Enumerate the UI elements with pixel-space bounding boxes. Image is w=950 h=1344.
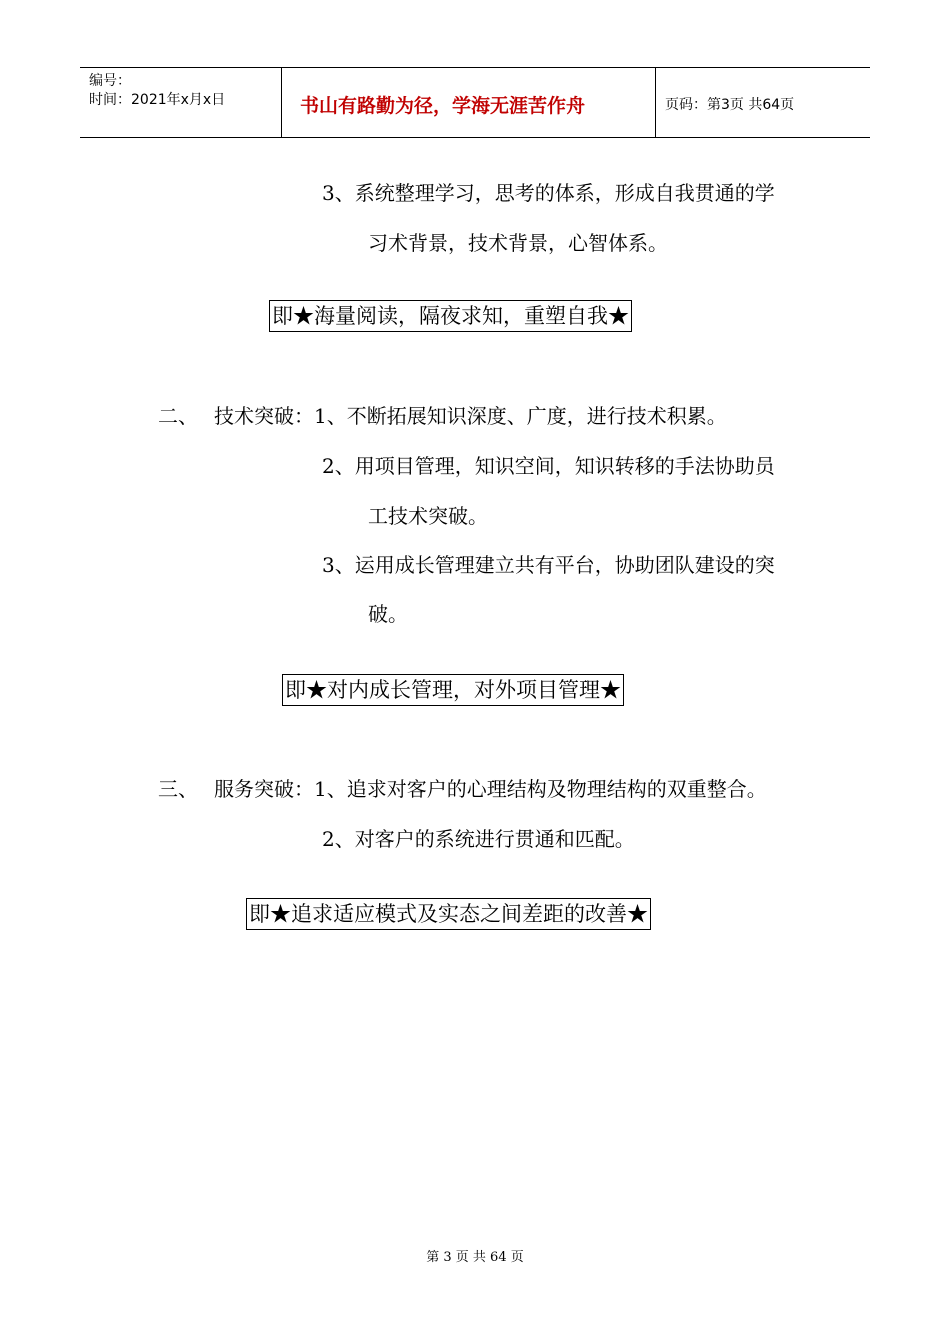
paragraph-line: 技术突破：1、不断拓展知识深度、广度，进行技术积累。	[214, 404, 727, 428]
paragraph-line: 3、运用成长管理建立共有平台，协助团队建设的突	[322, 553, 775, 577]
paragraph-line: 习术背景，技术背景，心智体系。	[368, 231, 668, 255]
paragraph-line: 工技术突破。	[368, 504, 488, 528]
header-table	[80, 67, 870, 138]
header-page-cell	[655, 68, 870, 137]
page-info: 页码：第3页 共64页	[665, 97, 795, 113]
section-heading: 二、	[158, 404, 198, 428]
paragraph-line: 破。	[368, 602, 408, 626]
page-footer: 第 3 页 共 64 页	[426, 1250, 524, 1265]
number-label: 编号：	[89, 73, 131, 89]
paragraph-line: 3、系统整理学习，思考的体系，形成自我贯通的学	[322, 181, 775, 205]
boxed-summary: 即★对内成长管理，对外项目管理★	[282, 674, 624, 706]
header-motto-cell	[281, 68, 656, 137]
header-left-cell	[80, 68, 281, 137]
boxed-summary: 即★海量阅读，隔夜求知，重塑自我★	[269, 300, 632, 332]
boxed-summary: 即★追求适应模式及实态之间差距的改善★	[246, 898, 651, 930]
paragraph-line: 2、用项目管理，知识空间，知识转移的手法协助员	[322, 454, 775, 478]
section-heading: 三、	[158, 777, 198, 801]
paragraph-line: 服务突破：1、追求对客户的心理结构及物理结构的双重整合。	[214, 777, 767, 801]
motto-text: 书山有路勤为径，学海无涯苦作舟	[300, 95, 586, 117]
paragraph-line: 2、对客户的系统进行贯通和匹配。	[322, 827, 635, 851]
time-label: 时间：2021年x月x日	[89, 92, 226, 108]
